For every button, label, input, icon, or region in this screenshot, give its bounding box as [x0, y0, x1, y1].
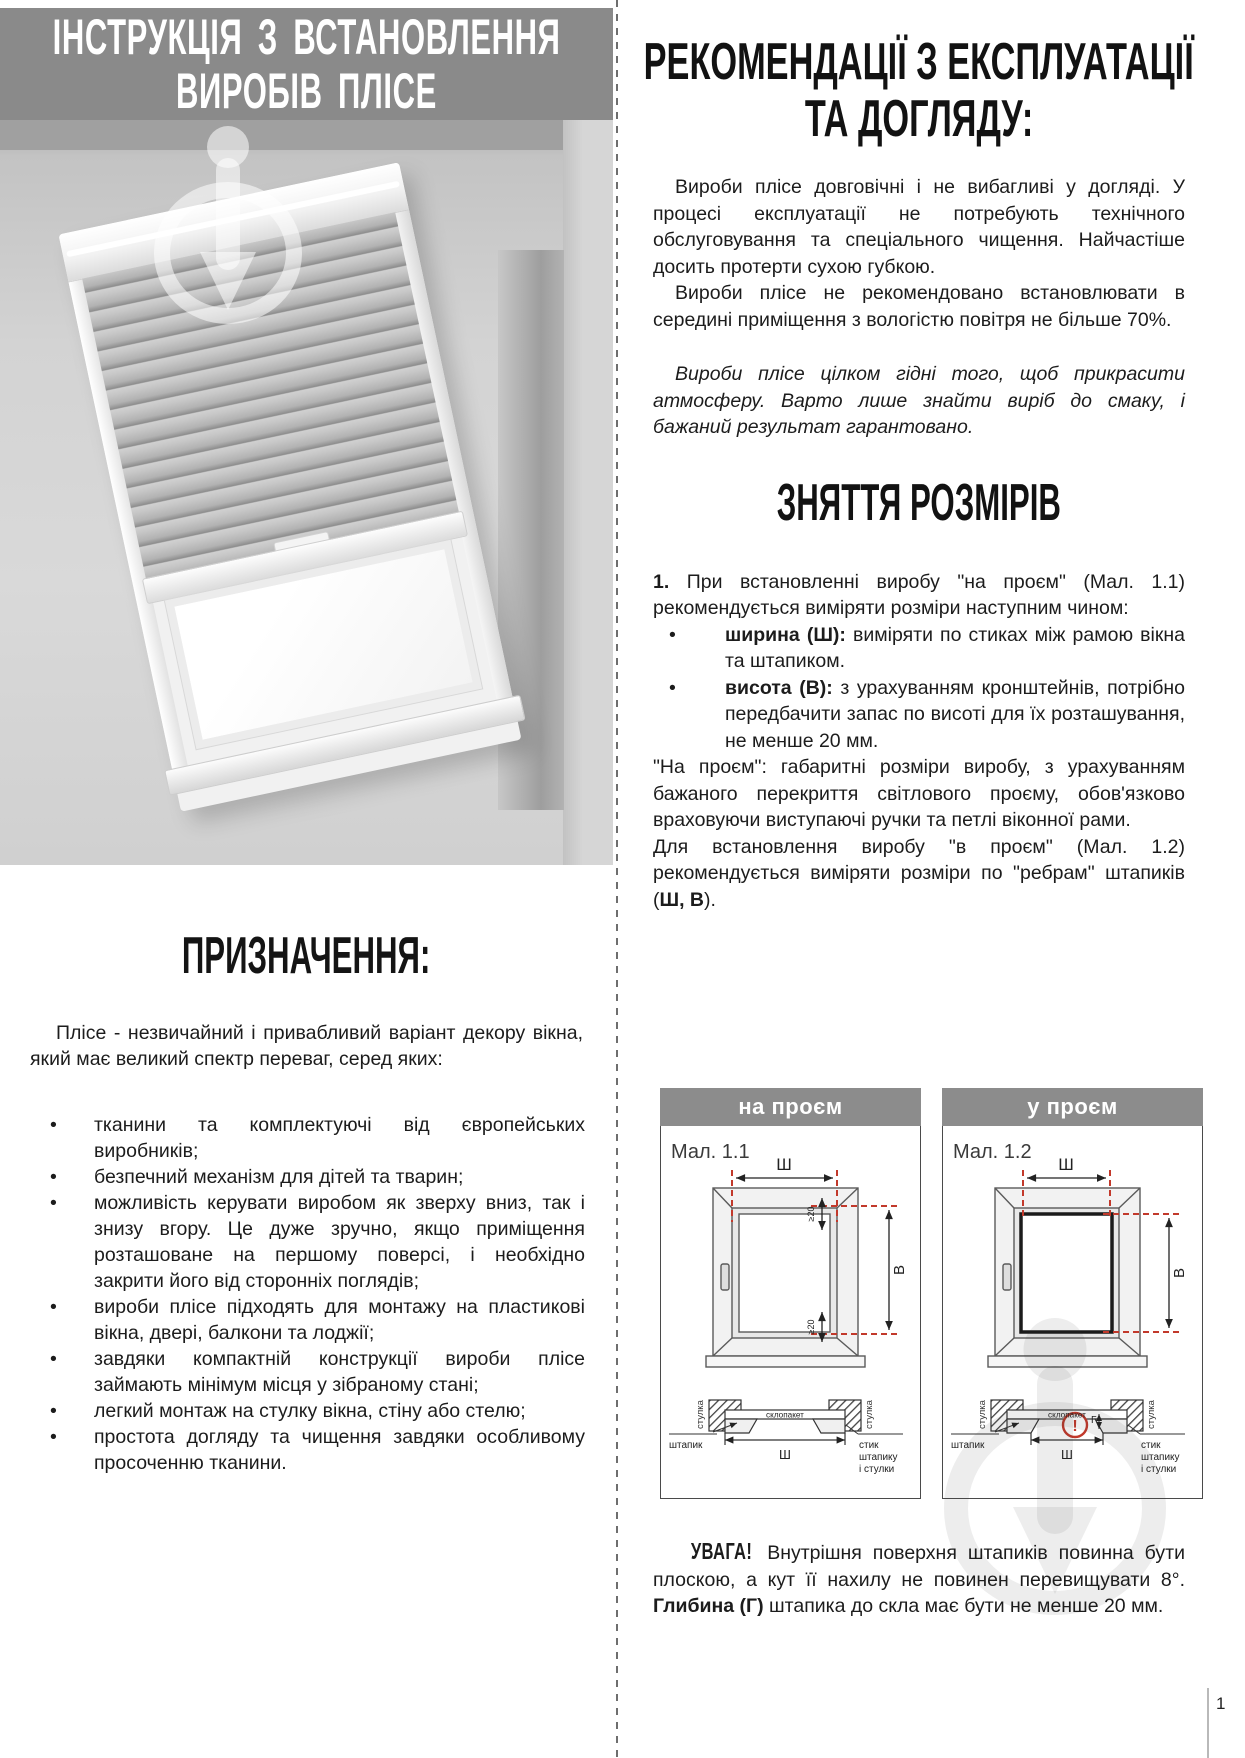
care-heading: РЕКОМЕНДАЦІЇ З ЕКСПЛУАТАЦІЇ ТА ДОГЛЯДУ:	[644, 33, 1195, 148]
advantages-list	[30, 1112, 585, 1476]
right-column	[644, 0, 1195, 913]
svg-text:і стулки: і стулки	[859, 1464, 895, 1475]
bullet-dot-icon: •	[50, 1296, 57, 1318]
svg-text:Ш: Ш	[776, 1155, 792, 1174]
svg-text:стулка: стулка	[1146, 1400, 1157, 1429]
wall-right	[563, 120, 613, 865]
svg-text:стулка: стулка	[864, 1400, 875, 1429]
svg-text:В: В	[1171, 1267, 1188, 1279]
svg-text:і стулки: і стулки	[1141, 1464, 1177, 1475]
list-item: • тканини та комплектуючі від європейських виробників;	[50, 1114, 585, 1162]
diagram-header: на проєм	[660, 1088, 921, 1126]
left-column	[0, 0, 613, 1758]
column-divider	[616, 0, 618, 1758]
sizing-heading: ЗНЯТТЯ РОЗМІРІВ	[776, 473, 1062, 532]
diagram-header: у проєм	[942, 1088, 1203, 1126]
measure-list	[653, 622, 1185, 755]
title-line-1: ІНСТРУКЦІЯ З ВСТАНОВЛЕННЯ	[52, 9, 561, 65]
list-item: • висота (В): з урахуванням кронштейнів, потрібно передбачити запас по висоті для їх розташування, не менше 20 мм.	[669, 676, 1185, 752]
bullet-dot-icon: •	[50, 1348, 57, 1370]
diagram-figure-1-1	[661, 1126, 919, 1495]
list-item: • можливість керувати виробом як зверху вниз, так і знизу вгору. Це дуже зручно, якщо приміщення розташоване на першому поверсі, і необхідно закрити його від сторонніх поглядів;	[50, 1192, 585, 1292]
purpose-section	[0, 926, 613, 1476]
svg-text:штапик: штапик	[669, 1440, 703, 1451]
title-band	[0, 8, 613, 120]
svg-text:стулка: стулка	[695, 1400, 706, 1429]
svg-text:стик: стик	[1141, 1440, 1161, 1451]
diagram-figure-1-2	[943, 1126, 1201, 1495]
list-item: • легкий монтаж на стулку вікна, стіну або стелю;	[50, 1400, 526, 1422]
bullet-dot-icon: •	[50, 1400, 57, 1422]
page-number: 1	[1216, 1694, 1226, 1713]
svg-text:Ш: Ш	[779, 1447, 791, 1462]
diagram-u-proem	[942, 1088, 1203, 1499]
care-paragraph-1: Вироби плісе довговічні і не вибагливі у догляді. У процесі експлуатації не потребують технічного обслуговування та спеціального чищення. Найчастіше досить протерти сухою губкою.	[653, 176, 1185, 278]
measurement-diagrams	[660, 1088, 1205, 1499]
care-paragraph-3: Вироби плісе цілком гідні того, щоб прикрасити атмосферу. Варто лише знайти виріб до смаку, і бажаний результат гарантовано.	[653, 363, 1185, 438]
wall-shadow	[0, 120, 613, 150]
care-paragraph-2: Вироби плісе не рекомендовано встановлювати в середині приміщення з вологістю повітря не більше 70%.	[653, 282, 1185, 331]
bullet-dot-icon: •	[50, 1192, 57, 1214]
svg-text:стик: стик	[859, 1440, 879, 1451]
svg-text:Ш: Ш	[1058, 1155, 1074, 1174]
svg-text:Мал. 1.2: Мал. 1.2	[953, 1141, 1032, 1163]
bullet-dot-icon: •	[669, 623, 676, 646]
list-item: • простота догляду та чищення завдяки особливому просоченню тканини.	[50, 1426, 585, 1474]
window-with-blind	[58, 162, 521, 811]
svg-text:Ш: Ш	[1061, 1447, 1073, 1462]
svg-text:≥20: ≥20	[806, 1206, 816, 1222]
svg-text:Г: Г	[1091, 1415, 1097, 1426]
svg-text:Мал. 1.1: Мал. 1.1	[671, 1141, 750, 1163]
bullet-dot-icon: •	[50, 1426, 57, 1448]
bullet-dot-icon: •	[50, 1166, 57, 1188]
svg-text:штапик: штапик	[951, 1440, 985, 1451]
bullet-dot-icon: •	[669, 676, 676, 699]
svg-text:склопакет: склопакет	[1048, 1410, 1086, 1420]
list-item: • завдяки компактній конструкції вироби плісе займають мінімум місця у зібраному стані;	[50, 1348, 585, 1396]
bullet-dot-icon: •	[50, 1114, 57, 1136]
svg-text:штапику: штапику	[1141, 1452, 1180, 1463]
purpose-heading: ПРИЗНАЧЕННЯ:	[182, 927, 431, 985]
list-item: • безпечний механізм для дітей та тварин;	[50, 1166, 464, 1188]
v-proem-paragraph: Для встановлення виробу "в проєм" (Мал. 1.2) рекомендується виміряти розміри по "ребрам" штапиків (Ш, В).	[653, 835, 1185, 911]
attention-note: УВАГА! Внутрішня поверхня штапиків повинна бути плоскою, а кут її нахилу не повинен перевищувати 8°. Глибина (Г) штапика до скла має бути не менше 20 мм.	[653, 1538, 1185, 1617]
purpose-intro: Плісе - незвичайний і привабливий варіант декору вікна, який має великий спектр переваг, серед яких:	[30, 1022, 583, 1070]
svg-text:В: В	[891, 1264, 908, 1276]
svg-text:≥20: ≥20	[806, 1319, 816, 1335]
diagram-na-proem	[660, 1088, 921, 1499]
window-drawing	[706, 1188, 865, 1367]
attention-label: УВАГА!	[690, 1538, 753, 1564]
svg-text:штапику: штапику	[859, 1452, 898, 1463]
step-1-paragraph: 1. При встановленні виробу "на проєм" (Мал. 1.1) рекомендується виміряти розміри наступним чином:	[653, 570, 1185, 619]
na-proem-paragraph: "На проєм": габаритні розміри виробу, з урахуванням бажаного перекриття світлового проєму, обов'язково враховуючи виступаючі ручки та петлі віконної рами.	[653, 756, 1185, 831]
svg-text:стулка: стулка	[977, 1400, 988, 1429]
svg-text:!: !	[1072, 1418, 1078, 1435]
svg-text:склопакет: склопакет	[766, 1410, 804, 1420]
list-item: • вироби плісе підходять для монтажу на пластикові вікна, двері, балкони та лоджії;	[50, 1296, 585, 1344]
title-line-2: ВИРОБІВ ПЛІСЕ	[176, 63, 437, 119]
page-number-divider	[1207, 1688, 1209, 1758]
list-item: • ширина (Ш): виміряти по стиках між рамою вікна та штапиком.	[669, 623, 1185, 672]
product-photo	[0, 120, 613, 865]
